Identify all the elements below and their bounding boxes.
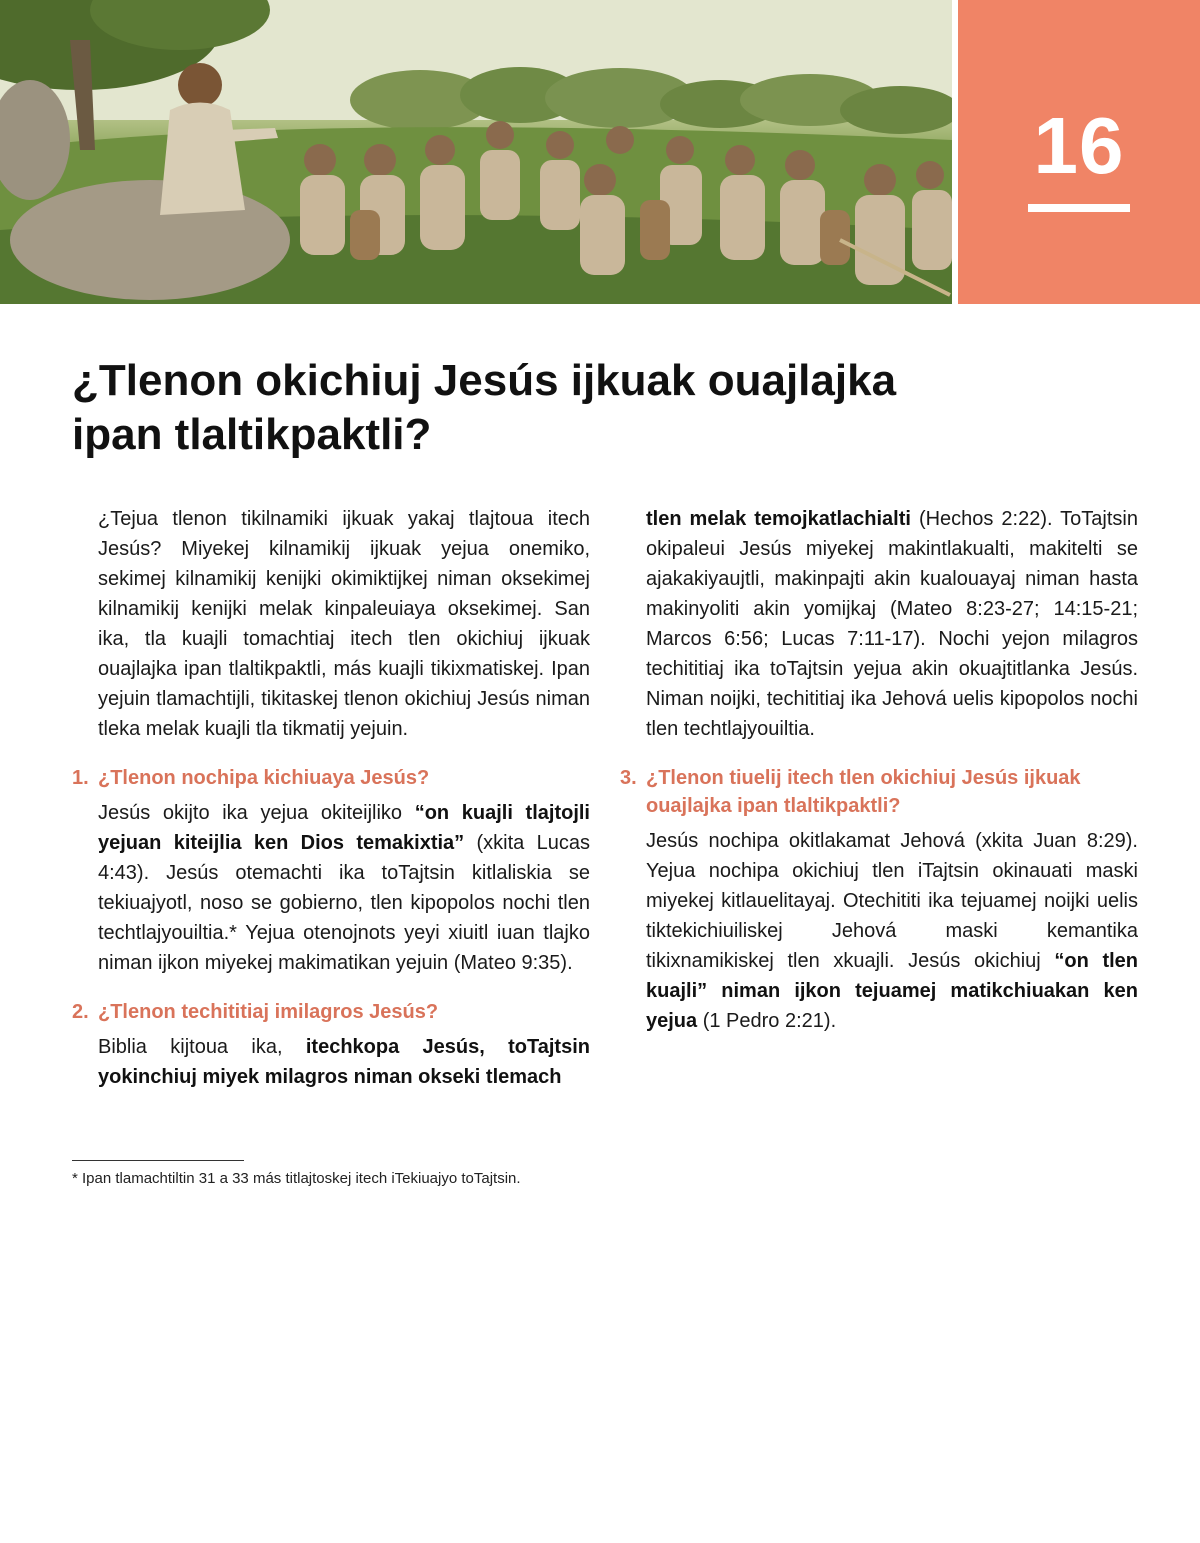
question-2-heading <box>72 998 590 1026</box>
answer-2-emphasis-start: itechkopa Jesús, toTajtsin yokinchiuj miyek milagros niman okseki tlemach <box>98 1036 590 1088</box>
hillside-gathering-illustration <box>0 0 952 304</box>
answer-2-text-a: Biblia kijtoua ika, <box>98 1036 306 1058</box>
answer-1-emphasis: “on kuajli tlajtojli yejuan kiteijlia ken Dios temakixtia” <box>98 802 590 854</box>
lesson-number-badge <box>958 0 1200 304</box>
lesson-number-underline <box>1028 204 1130 212</box>
question-3-heading <box>620 764 1138 820</box>
answer-1-paragraph <box>72 798 590 978</box>
intro-paragraph: ¿Tejua tlenon tikilnamiki ijkuak yakaj tlajtoua itech Jesús? Miyekej kilnamikij ijkuak yejua onemiko, sekimej kilnamikij kenijki okimiktijkej niman oksekimej kilnamikij kenijki melak kinpaleuiaya oksekimej. San ika, tla kuajli tomachtiaj itech tlen okichiuj ijkuak ouajlajka ipan tlaltikpaktli, más kuajli tikixmatiskej. Ipan yejuin tlamachtijli, tikitaskej tlenon okichiuj Jesús niman tleka melak kuajli tla tikmatij yejuin. <box>98 508 590 740</box>
question-1-number: 1. <box>72 767 89 789</box>
right-column <box>620 504 1138 1036</box>
question-1-text: ¿Tlenon nochipa kichiuaya Jesús? <box>98 767 430 789</box>
answer-3-emphasis: “on tlen kuajli” niman ijkon tejuamej matikchiuakan ken yejua <box>646 950 1138 1032</box>
answer-2-paragraph-start <box>72 1032 590 1092</box>
question-1-heading <box>72 764 590 792</box>
question-2-text: ¿Tlenon techititiaj imilagros Jesús? <box>98 1001 439 1023</box>
question-3-number: 3. <box>620 767 637 789</box>
answer-2-text-c: (Hechos 2:22). ToTajtsin okipaleui Jesús miyekej makintlakualti, makitelti se ajakakiyaujtli, makinpajti akin kualouayaj niman hasta makinyoliti akin yomijkaj (Mateo 8:23-27; 14:15-21; Marcos 6:56; Lucas 7:11-17). Nochi yejon milagros techititiaj ika toTajtsin yejua akin okuajtitlanka Jesús. Niman noijki, techititiaj ika Jehová uelis kipopolos nochi tlen techtlajyouiltia. <box>646 508 1138 740</box>
lesson-header <box>0 0 1200 304</box>
answer-1-text-c: (xkita Lucas 4:43). Jesús otemachti ika toTajtsin kitlaliskia se tekiuajyotl, noso se gobierno, tlen kipopolos nochi tlen techtlajyouiltia.* Yejua otenojnots yeyi xiuitl iuan tlajko niman ijkon miyekej makimatikan yejuin (Mateo 9:35). <box>98 832 590 974</box>
answer-2-paragraph-continued <box>620 504 1138 744</box>
left-column <box>72 504 590 1092</box>
answer-3-paragraph <box>620 826 1138 1036</box>
lesson-number: 16 <box>1033 101 1125 190</box>
answer-3-text-c: (1 Pedro 2:21). <box>697 1010 837 1032</box>
question-2-number: 2. <box>72 1001 89 1023</box>
answer-3-text-a: Jesús nochipa okitlakamat Jehová (xkita Juan 8:29). Yejua nochipa okichiuj tlen iTajtsin okinauati maski miyekej kitlauelitayaj. Otechititi ika tejuamej noijki uelis tiktekichiuiliskej Jehová maski kemantika tikixnamikiskej tlen xkuajli. Jesús okichiuj <box>646 830 1138 972</box>
footnote-divider <box>72 1160 244 1161</box>
answer-1-text-a: Jesús okijto ika yejua okiteijliko <box>98 802 415 824</box>
header-photo <box>0 0 952 304</box>
answer-2-emphasis-end: tlen melak temojkatlachialti <box>646 508 911 530</box>
footnote: * Ipan tlamachtiltin 31 a 33 más titlajtoskej itech iTekiuajyo toTajtsin. <box>72 1170 521 1187</box>
question-3-text: ¿Tlenon tiuelij itech tlen okichiuj Jesús ijkuak ouajlajka ipan tlaltikpaktli? <box>646 767 1081 817</box>
page-title: ¿Tlenon okichiuj Jesús ijkuak ouajlajka ipan tlaltikpaktli? <box>72 356 897 459</box>
